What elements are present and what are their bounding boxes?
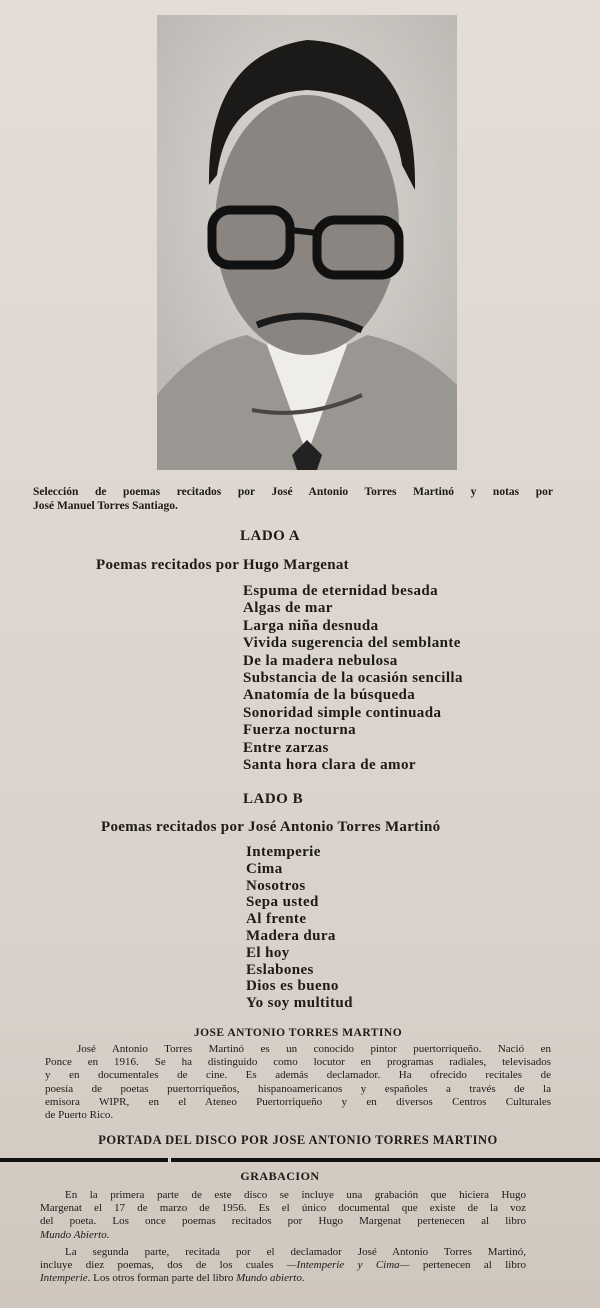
recording-line: del poeta. Los once poemas recitados por Hugo Margenat pertenecen al libro <box>40 1215 526 1228</box>
poem-item: Larga niña desnuda <box>243 617 379 634</box>
poem-item: Yo soy multitud <box>246 995 353 1012</box>
recording-line <box>40 1272 526 1285</box>
bio-paragraph <box>45 1043 551 1122</box>
side-b-subtitle: Poemas recitados por José Antonio Torres Martinó <box>101 819 441 835</box>
bio-line: Ponce en 1916. Se ha distinguido como locutor en programas radiales, televisados <box>45 1056 551 1069</box>
recording-title: GRABACION <box>240 1169 320 1183</box>
side-a-poem-list <box>243 583 463 774</box>
recording-line: La segunda parte, recitada por el declamador José Antonio Torres Martinó, <box>65 1246 526 1258</box>
italic-text: —Intemperie y Cima— <box>286 1259 410 1272</box>
italic-text: Mundo abierto <box>236 1272 302 1285</box>
side-a-title: LADO A <box>240 528 301 544</box>
text: . Los otros forman parte del libro <box>87 1272 237 1285</box>
poem-item: Vivida sugerencia del semblante <box>243 635 461 652</box>
text: incluye diez poemas, dos de los cuales <box>40 1259 287 1272</box>
portrait-photo <box>157 15 457 470</box>
poem-item: Espuma de eternidad besada <box>243 583 439 599</box>
poem-item: Dios es bueno <box>246 978 339 995</box>
poem-item: Eslabones <box>246 961 314 978</box>
poem-item: Nosotros <box>246 877 306 894</box>
poem-item: Sonoridad simple continuada <box>243 704 442 721</box>
recording-paragraph-1 <box>40 1189 526 1242</box>
recording-line: Margenat el 17 de marzo de 1956. Es el único documental que existe de la voz <box>40 1202 526 1215</box>
cover-credit: PORTADA DEL DISCO POR JOSE ANTONIO TORRES MARTINO <box>98 1133 498 1147</box>
text: pertenecen al libro <box>409 1259 526 1272</box>
bio-line: José Antonio Torres Martinó es un conocido pintor puertorriqueño. Nació en <box>77 1043 551 1055</box>
poem-item: Entre zarzas <box>243 739 329 756</box>
bio-line: emisora WIPR, en el Ateneo Puertorriqueño y en diversos Centros Culturales <box>45 1095 551 1108</box>
recording-line: En la primera parte de este disco se incluye una grabación que hiciera Hugo <box>65 1189 526 1201</box>
bio-line: poesía de poetas puertorriqueños, hispanoamericanos y españoles a través de la <box>45 1082 551 1095</box>
side-b-poem-list <box>246 844 353 1012</box>
poem-item: Fuerza nocturna <box>243 722 357 739</box>
intro-credits <box>33 485 553 513</box>
intro-line: Selección de poemas recitados por José Antonio Torres Martinó y notas por <box>33 486 553 498</box>
poem-item: De la madera nebulosa <box>243 652 398 669</box>
recording-line: Mundo Abierto. <box>40 1228 110 1241</box>
poem-item: El hoy <box>246 944 290 961</box>
text: . <box>301 1272 305 1285</box>
poem-item: Intemperie <box>246 844 321 860</box>
poem-item: Substancia de la ocasión sencilla <box>243 669 463 686</box>
divider-gap <box>168 1158 171 1162</box>
poem-item: Algas de mar <box>243 600 333 617</box>
poem-item: Cima <box>246 860 283 877</box>
bio-line: de Puerto Rico. <box>45 1109 114 1122</box>
side-a-subtitle: Poemas recitados por Hugo Margenat <box>96 557 349 573</box>
poem-item: Al frente <box>246 911 307 928</box>
recording-paragraph-2 <box>40 1246 526 1286</box>
bio-line: y en documentales de cine. Es además declamador. Ha ofrecido recitales de <box>45 1069 551 1082</box>
bio-title: JOSE ANTONIO TORRES MARTINO <box>193 1027 403 1039</box>
recording-line <box>40 1259 526 1272</box>
italic-text: Intemperie <box>40 1272 88 1285</box>
poem-item: Madera dura <box>246 927 336 944</box>
poem-item: Santa hora clara de amor <box>243 756 416 773</box>
poem-item: Sepa usted <box>246 894 319 911</box>
divider <box>0 1158 600 1162</box>
poem-item: Anatomía de la búsqueda <box>243 687 416 704</box>
side-b-title: LADO B <box>243 791 304 807</box>
intro-line: José Manuel Torres Santiago. <box>33 500 178 512</box>
